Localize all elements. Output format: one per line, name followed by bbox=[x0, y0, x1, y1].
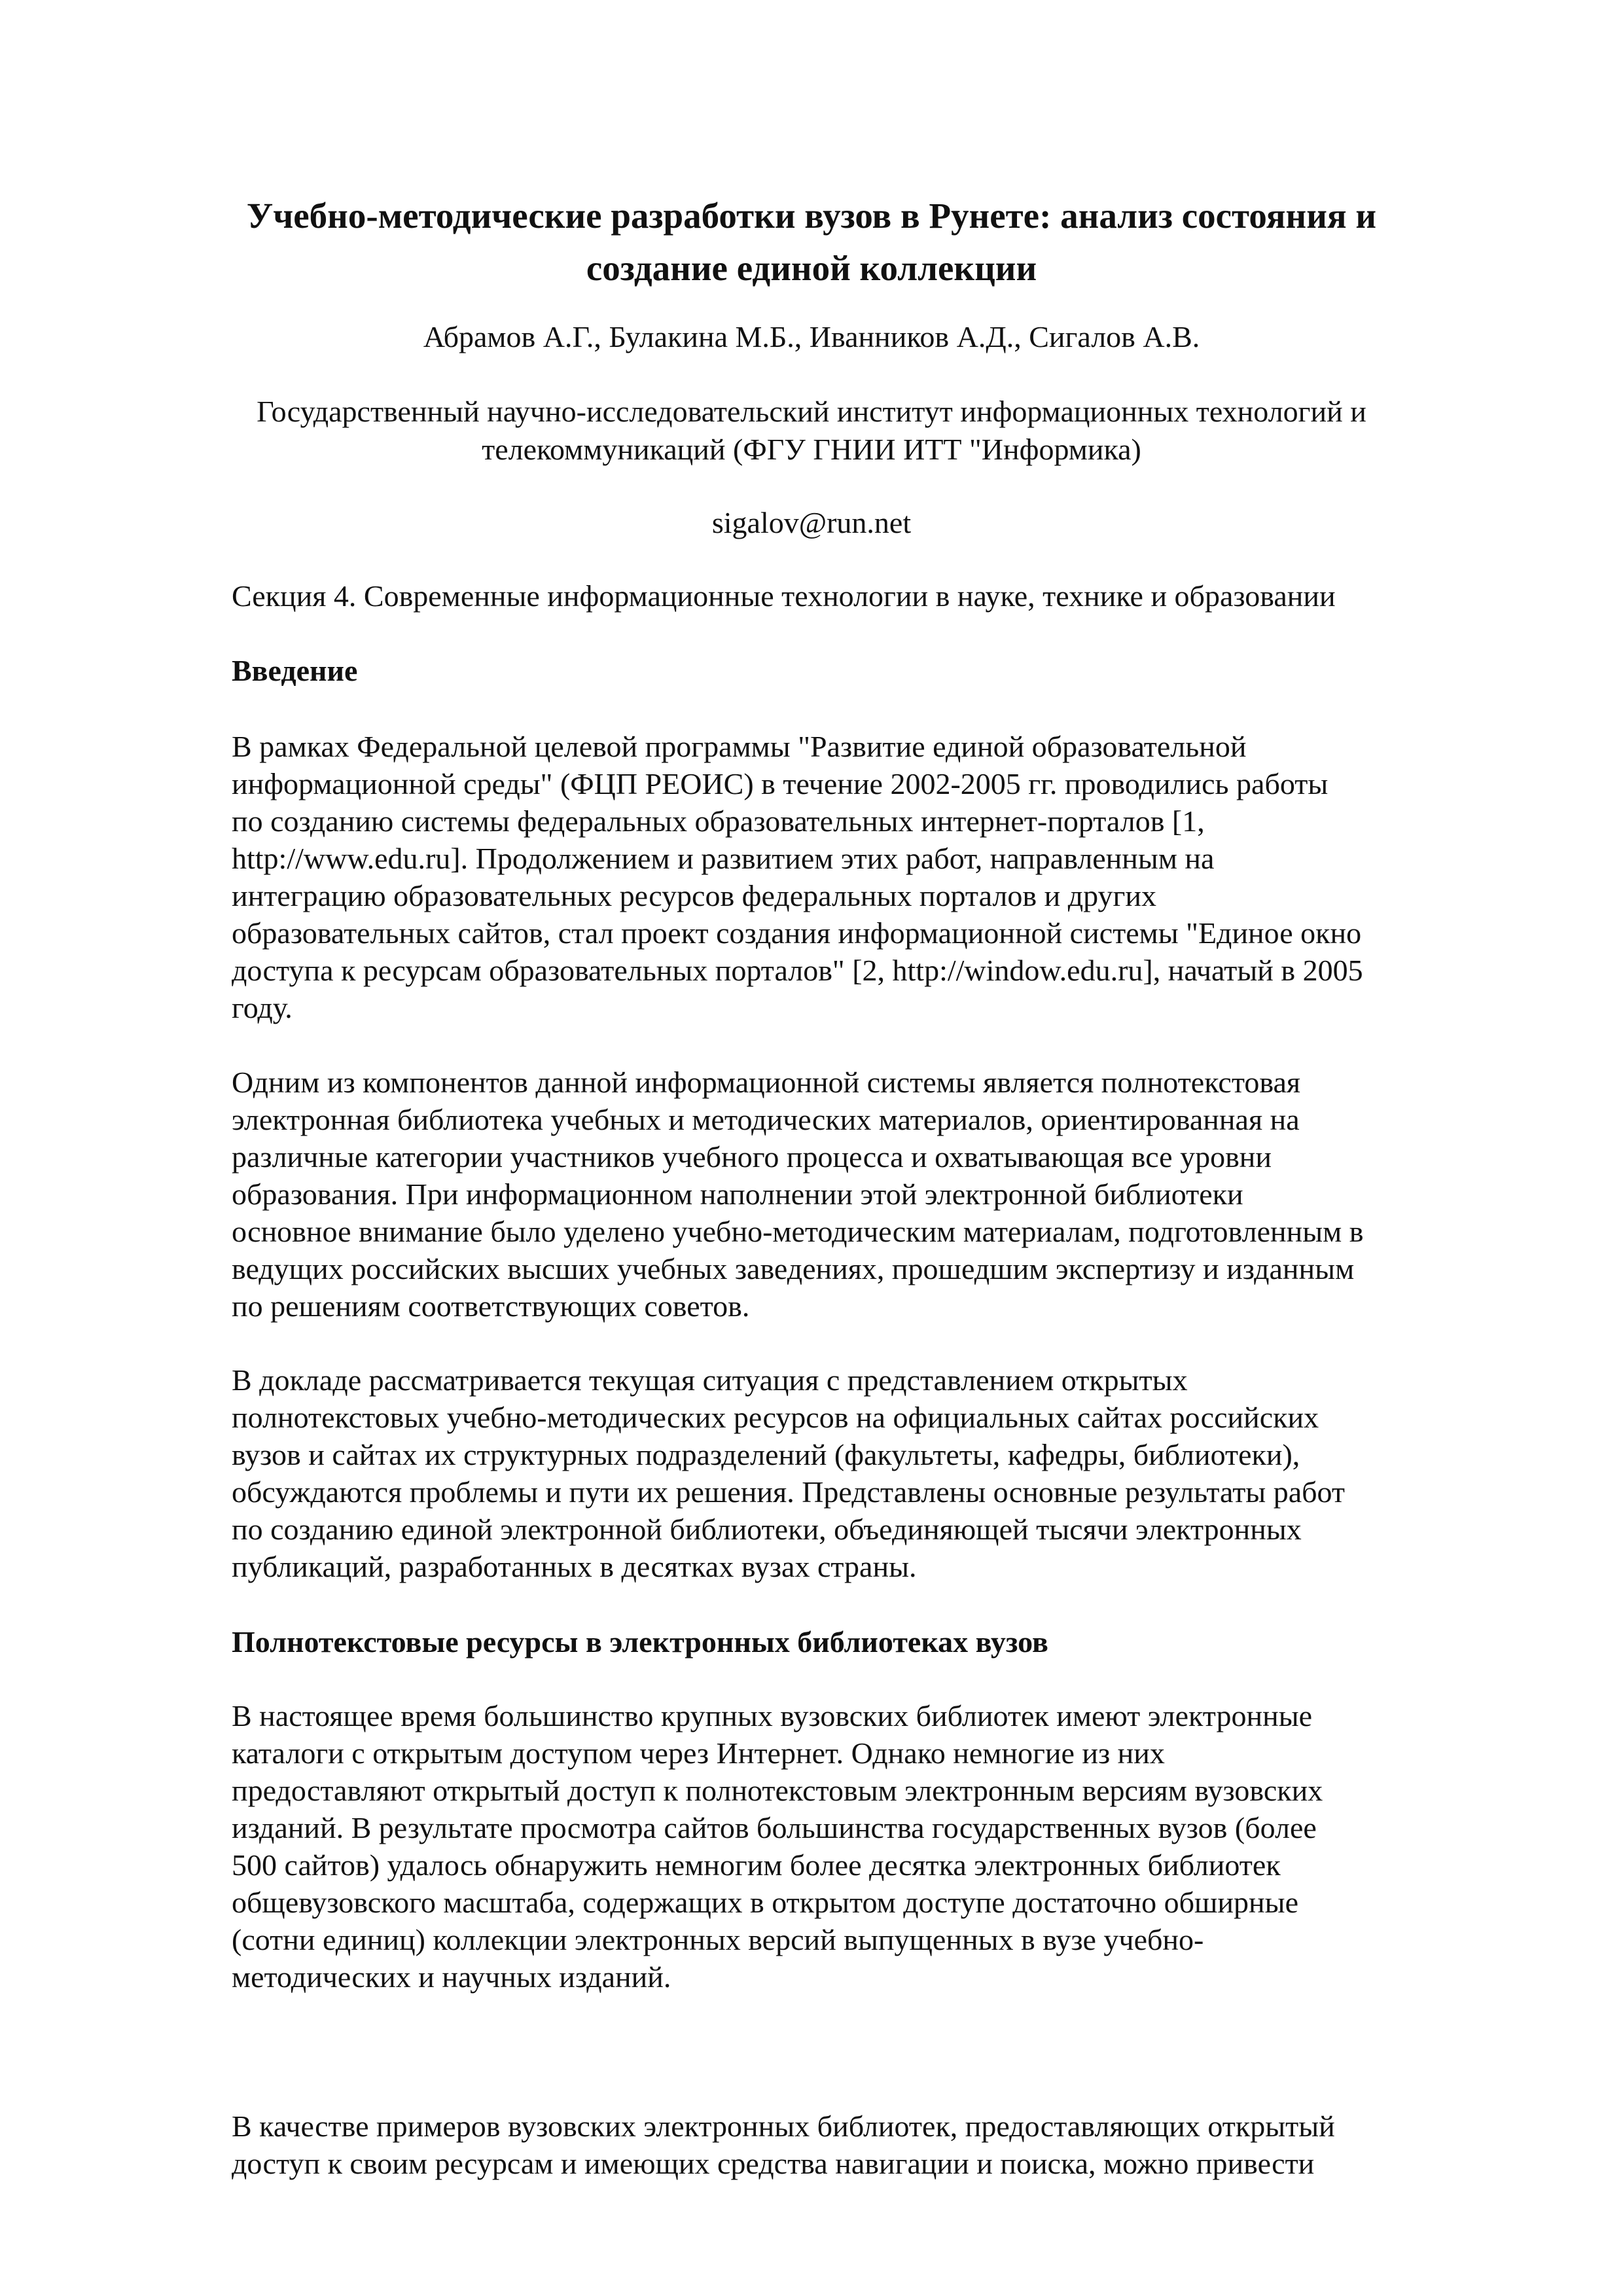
text-line: электронная библиотека учебных и методических материалов, ориентированная на bbox=[232, 1103, 1300, 1136]
affiliation bbox=[196, 393, 1427, 469]
text-line: информационной среды" (ФЦП РЕОИС) в течение 2002-2005 гг. проводились работы bbox=[232, 767, 1329, 800]
text-line: по созданию единой электронной библиотеки, объединяющей тысячи электронных bbox=[232, 1513, 1302, 1546]
text-line: вузов и сайтах их структурных подразделений (факультеты, кафедры, библиотеки), bbox=[232, 1438, 1300, 1471]
text-line: В рамках Федеральной целевой программы "Развитие единой образовательной bbox=[232, 730, 1247, 763]
text-line: образовательных сайтов, стал проект создания информационной системы "Единое окно bbox=[232, 916, 1362, 950]
paragraph-2 bbox=[232, 1064, 1475, 1325]
text-line: общевузовского масштаба, содержащих в открытом доступе достаточно обширные bbox=[232, 1886, 1298, 1919]
text-line: полнотекстовых учебно-методических ресурсов на официальных сайтах российских bbox=[232, 1401, 1319, 1434]
text-line: http://www.edu.ru]. Продолжением и развитием этих работ, направленным на bbox=[232, 842, 1215, 875]
text-line: ведущих российских высших учебных заведениях, прошедшим экспертизу и изданным bbox=[232, 1252, 1355, 1285]
text-line: В докладе рассматривается текущая ситуация с представлением открытых bbox=[232, 1363, 1188, 1397]
text-line: В настоящее время большинство крупных вузовских библиотек имеют электронные bbox=[232, 1699, 1313, 1732]
text-line: доступа к ресурсам образовательных порталов" [2, http://window.edu.ru], начатый в 2005 bbox=[232, 954, 1363, 987]
title-line-1: Учебно-методические разработки вузов в Рунете: анализ состояния и bbox=[246, 196, 1377, 236]
text-line: интеграцию образовательных ресурсов федеральных порталов и других bbox=[232, 879, 1156, 912]
text-line: изданий. В результате просмотра сайтов большинства государственных вузов (более bbox=[232, 1811, 1317, 1844]
email-address: sigalov@run.net bbox=[711, 506, 912, 539]
paragraph-3 bbox=[232, 1361, 1475, 1585]
text-line: публикаций, разработанных в десятках вузах страны. bbox=[232, 1550, 917, 1583]
section-line: Секция 4. Современные информационные технологии в науке, технике и образовании bbox=[232, 579, 1336, 613]
affiliation-line-2: телекоммуникаций (ФГУ ГНИИ ИТТ "Информика) bbox=[482, 433, 1141, 466]
heading-introduction: Введение bbox=[232, 654, 358, 687]
text-line: обсуждаются проблемы и пути их решения. Представлены основные результаты работ bbox=[232, 1475, 1346, 1509]
text-line: (сотни единиц) коллекции электронных версий выпущенных в вузе учебно- bbox=[232, 1923, 1204, 1956]
text-line: образования. При информационном наполнении этой электронной библиотеки bbox=[232, 1177, 1243, 1211]
text-line: различные категории участников учебного процесса и охватывающая все уровни bbox=[232, 1140, 1272, 1174]
text-line: 500 сайтов) удалось обнаружить немногим более десятка электронных библиотек bbox=[232, 1848, 1281, 1882]
text-line: Одним из компонентов данной информационной системы является полнотекстовая bbox=[232, 1066, 1301, 1099]
title-line-2: создание единой коллекции bbox=[586, 248, 1037, 288]
text-line: по решениям соответствующих советов. bbox=[232, 1289, 750, 1323]
text-line: основное внимание было уделено учебно-методическим материалам, подготовленным в bbox=[232, 1215, 1364, 1248]
heading-fulltext-resources: Полнотекстовые ресурсы в электронных библиотеках вузов bbox=[232, 1625, 1048, 1659]
text-line: В качестве примеров вузовских электронных библиотек, предоставляющих открытый bbox=[232, 2109, 1335, 2143]
paragraph-4 bbox=[232, 1697, 1475, 1996]
text-line: доступ к своим ресурсам и имеющих средства навигации и поиска, можно привести bbox=[232, 2147, 1315, 2180]
paper-title bbox=[196, 190, 1427, 295]
text-line: году. bbox=[232, 991, 293, 1024]
text-line: по созданию системы федеральных образовательных интернет-порталов [1, bbox=[232, 804, 1205, 838]
text-line: предоставляют открытый доступ к полнотекстовым электронным версиям вузовских bbox=[232, 1774, 1323, 1807]
paragraph-5 bbox=[232, 2108, 1475, 2182]
affiliation-line-1: Государственный научно-исследовательский институт информационных технологий и bbox=[257, 395, 1366, 428]
text-line: каталоги с открытым доступом через Интернет. Однако немногие из них bbox=[232, 1736, 1165, 1770]
paragraph-1 bbox=[232, 728, 1475, 1026]
text-line: методических и научных изданий. bbox=[232, 1960, 671, 1994]
authors-line: Абрамов А.Г., Булакина М.Б., Иванников А.Д., Сигалов А.В. bbox=[423, 320, 1200, 353]
